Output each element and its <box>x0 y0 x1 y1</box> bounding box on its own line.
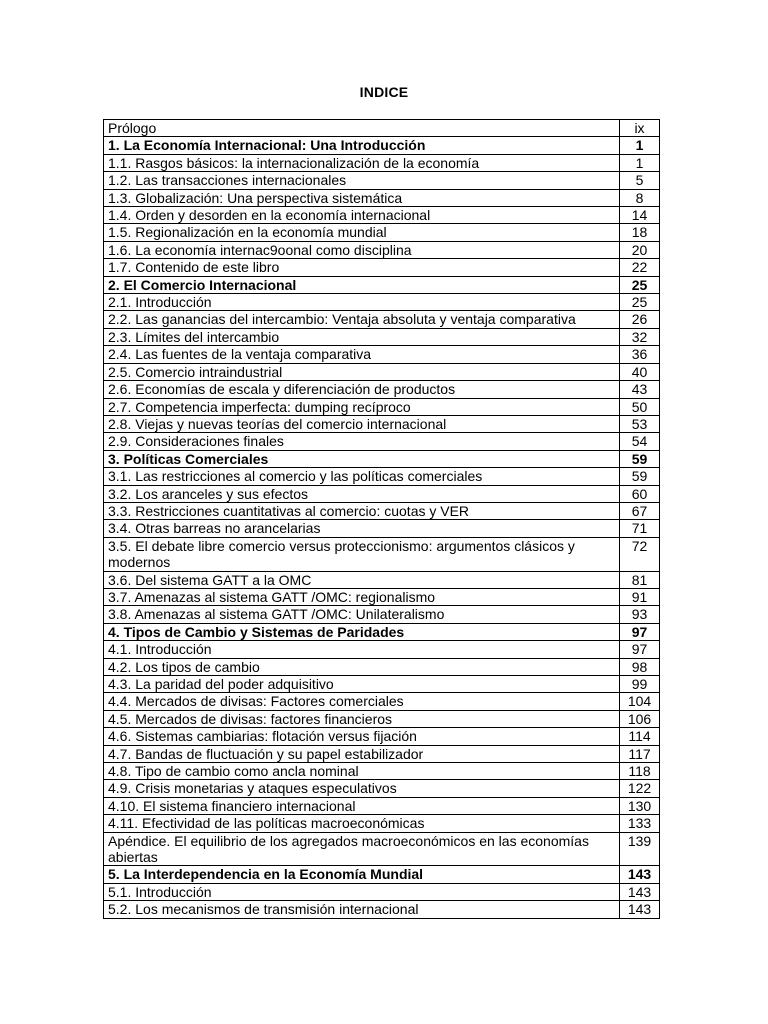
toc-entry-page: 43 <box>620 381 660 398</box>
toc-entry-title: 3.1. Las restricciones al comercio y las políticas comerciales <box>104 468 620 485</box>
toc-entry-page: 36 <box>620 346 660 363</box>
toc-row <box>104 241 660 258</box>
toc-row <box>104 259 660 276</box>
toc-row <box>104 189 660 206</box>
toc-row <box>104 832 660 866</box>
toc-entry-page: 32 <box>620 328 660 345</box>
toc-entry-page: 71 <box>620 520 660 537</box>
toc-entry-page: 104 <box>620 693 660 710</box>
toc-entry-page: 1 <box>620 137 660 154</box>
toc-row <box>104 328 660 345</box>
toc-entry-title: 2.2. Las ganancias del intercambio: Ventaja absoluta y ventaja comparativa <box>104 311 620 328</box>
toc-entry-title: 4.7. Bandas de fluctuación y su papel estabilizador <box>104 745 620 762</box>
toc-row <box>104 120 660 137</box>
toc-row <box>104 502 660 519</box>
toc-entry-title: 3.8. Amenazas al sistema GATT /OMC: Unilateralismo <box>104 606 620 623</box>
toc-entry-title: 3.4. Otras barreas no arancelarias <box>104 520 620 537</box>
toc-entry-page: 122 <box>620 780 660 797</box>
toc-entry-title: 4. Tipos de Cambio y Sistemas de Paridades <box>104 623 620 640</box>
toc-row <box>104 815 660 832</box>
toc-entry-title: 2.9. Consideraciones finales <box>104 433 620 450</box>
toc-row <box>104 154 660 171</box>
toc-entry-title: 3.7. Amenazas al sistema GATT /OMC: regionalismo <box>104 588 620 605</box>
toc-entry-page: 5 <box>620 172 660 189</box>
toc-entry-page: 143 <box>620 883 660 900</box>
toc-row <box>104 763 660 780</box>
toc-body <box>104 120 660 919</box>
toc-entry-title: 1.1. Rasgos básicos: la internacionalización de la economía <box>104 154 620 171</box>
toc-entry-title: 1. La Economía Internacional: Una Introducción <box>104 137 620 154</box>
toc-entry-page: 25 <box>620 276 660 293</box>
toc-row <box>104 207 660 224</box>
toc-row <box>104 745 660 762</box>
toc-entry-page: 14 <box>620 207 660 224</box>
toc-entry-title: 4.5. Mercados de divisas: factores financieros <box>104 710 620 727</box>
toc-entry-title: 1.6. La economía internac9oonal como disciplina <box>104 241 620 258</box>
toc-entry-page: 22 <box>620 259 660 276</box>
toc-row <box>104 433 660 450</box>
toc-entry-page: 59 <box>620 450 660 467</box>
toc-entry-title: 3.3. Restricciones cuantitativas al comercio: cuotas y VER <box>104 502 620 519</box>
toc-row <box>104 485 660 502</box>
toc-entry-page: 99 <box>620 676 660 693</box>
toc-entry-title: Apéndice. El equilibrio de los agregados macroeconómicos en las economías abiertas <box>104 832 620 866</box>
toc-row <box>104 363 660 380</box>
toc-entry-page: 133 <box>620 815 660 832</box>
toc-entry-title: 3. Políticas Comerciales <box>104 450 620 467</box>
toc-chapter-row <box>104 623 660 640</box>
toc-entry-page: 91 <box>620 588 660 605</box>
toc-entry-page: 67 <box>620 502 660 519</box>
toc-row <box>104 710 660 727</box>
toc-entry-title: 3.5. El debate libre comercio versus proteccionismo: argumentos clásicos y modernos <box>104 537 620 571</box>
toc-entry-page: 118 <box>620 763 660 780</box>
toc-entry-page: 143 <box>620 866 660 883</box>
toc-entry-title: 4.8. Tipo de cambio como ancla nominal <box>104 763 620 780</box>
toc-row <box>104 294 660 311</box>
toc-entry-title: 4.10. El sistema financiero internacional <box>104 797 620 814</box>
toc-entry-page: 97 <box>620 623 660 640</box>
table-of-contents <box>103 119 660 919</box>
toc-entry-page: 81 <box>620 571 660 588</box>
page-title: INDICE <box>359 84 409 100</box>
toc-entry-page: 114 <box>620 728 660 745</box>
toc-row <box>104 588 660 605</box>
toc-entry-title: 2.7. Competencia imperfecta: dumping recíproco <box>104 398 620 415</box>
toc-entry-title: 2.8. Viejas y nuevas teorías del comercio internacional <box>104 415 620 432</box>
toc-entry-title: 1.7. Contenido de este libro <box>104 259 620 276</box>
toc-row <box>104 172 660 189</box>
toc-entry-page: 26 <box>620 311 660 328</box>
toc-row <box>104 381 660 398</box>
toc-entry-page: 54 <box>620 433 660 450</box>
toc-entry-title: 3.6. Del sistema GATT a la OMC <box>104 571 620 588</box>
toc-row <box>104 346 660 363</box>
toc-row <box>104 311 660 328</box>
toc-entry-title: 4.9. Crisis monetarias y ataques especulativos <box>104 780 620 797</box>
toc-entry-page: 143 <box>620 901 660 918</box>
toc-entry-page: 8 <box>620 189 660 206</box>
toc-row <box>104 658 660 675</box>
toc-entry-page: 60 <box>620 485 660 502</box>
toc-entry-page: 1 <box>620 154 660 171</box>
toc-row <box>104 728 660 745</box>
toc-entry-page: 93 <box>620 606 660 623</box>
toc-entry-title: 1.2. Las transacciones internacionales <box>104 172 620 189</box>
toc-entry-title: 4.1. Introducción <box>104 641 620 658</box>
toc-row <box>104 693 660 710</box>
toc-entry-page: 20 <box>620 241 660 258</box>
toc-chapter-row <box>104 137 660 154</box>
toc-row <box>104 571 660 588</box>
toc-row <box>104 641 660 658</box>
toc-entry-title: 2. El Comercio Internacional <box>104 276 620 293</box>
toc-row <box>104 224 660 241</box>
toc-row <box>104 520 660 537</box>
toc-entry-page: 18 <box>620 224 660 241</box>
toc-entry-title: 3.2. Los aranceles y sus efectos <box>104 485 620 502</box>
toc-row <box>104 398 660 415</box>
toc-entry-page: 139 <box>620 832 660 866</box>
toc-chapter-row <box>104 866 660 883</box>
toc-entry-title: 5.2. Los mecanismos de transmisión internacional <box>104 901 620 918</box>
toc-entry-title: 4.6. Sistemas cambiarias: flotación versus fijación <box>104 728 620 745</box>
toc-entry-page: 50 <box>620 398 660 415</box>
toc-row <box>104 883 660 900</box>
toc-row <box>104 537 660 571</box>
toc-entry-title: 2.4. Las fuentes de la ventaja comparativa <box>104 346 620 363</box>
toc-entry-title: 4.4. Mercados de divisas: Factores comerciales <box>104 693 620 710</box>
toc-row <box>104 797 660 814</box>
toc-entry-title: 5.1. Introducción <box>104 883 620 900</box>
toc-entry-page: 106 <box>620 710 660 727</box>
toc-row <box>104 468 660 485</box>
toc-entry-title: 1.3. Globalización: Una perspectiva sistemática <box>104 189 620 206</box>
toc-entry-title: 2.1. Introducción <box>104 294 620 311</box>
toc-row <box>104 415 660 432</box>
toc-entry-page: 40 <box>620 363 660 380</box>
toc-entry-title: 5. La Interdependencia en la Economía Mundial <box>104 866 620 883</box>
toc-entry-page: 59 <box>620 468 660 485</box>
toc-entry-title: 4.3. La paridad del poder adquisitivo <box>104 676 620 693</box>
toc-entry-page: 25 <box>620 294 660 311</box>
toc-entry-page: 117 <box>620 745 660 762</box>
toc-entry-title: 4.2. Los tipos de cambio <box>104 658 620 675</box>
toc-entry-page: 130 <box>620 797 660 814</box>
toc-entry-page: ix <box>620 120 660 137</box>
toc-entry-title: Prólogo <box>104 120 620 137</box>
toc-entry-title: 2.6. Economías de escala y diferenciación de productos <box>104 381 620 398</box>
toc-entry-title: 2.3. Límites del intercambio <box>104 328 620 345</box>
toc-entry-page: 98 <box>620 658 660 675</box>
toc-entry-page: 72 <box>620 537 660 571</box>
toc-row <box>104 780 660 797</box>
toc-entry-title: 2.5. Comercio intraindustrial <box>104 363 620 380</box>
toc-entry-page: 53 <box>620 415 660 432</box>
toc-entry-title: 4.11. Efectividad de las políticas macroeconómicas <box>104 815 620 832</box>
toc-entry-page: 97 <box>620 641 660 658</box>
toc-row <box>104 676 660 693</box>
toc-row <box>104 606 660 623</box>
toc-entry-title: 1.5. Regionalización en la economía mundial <box>104 224 620 241</box>
toc-chapter-row <box>104 450 660 467</box>
toc-row <box>104 901 660 918</box>
toc-chapter-row <box>104 276 660 293</box>
toc-entry-title: 1.4. Orden y desorden en la economía internacional <box>104 207 620 224</box>
